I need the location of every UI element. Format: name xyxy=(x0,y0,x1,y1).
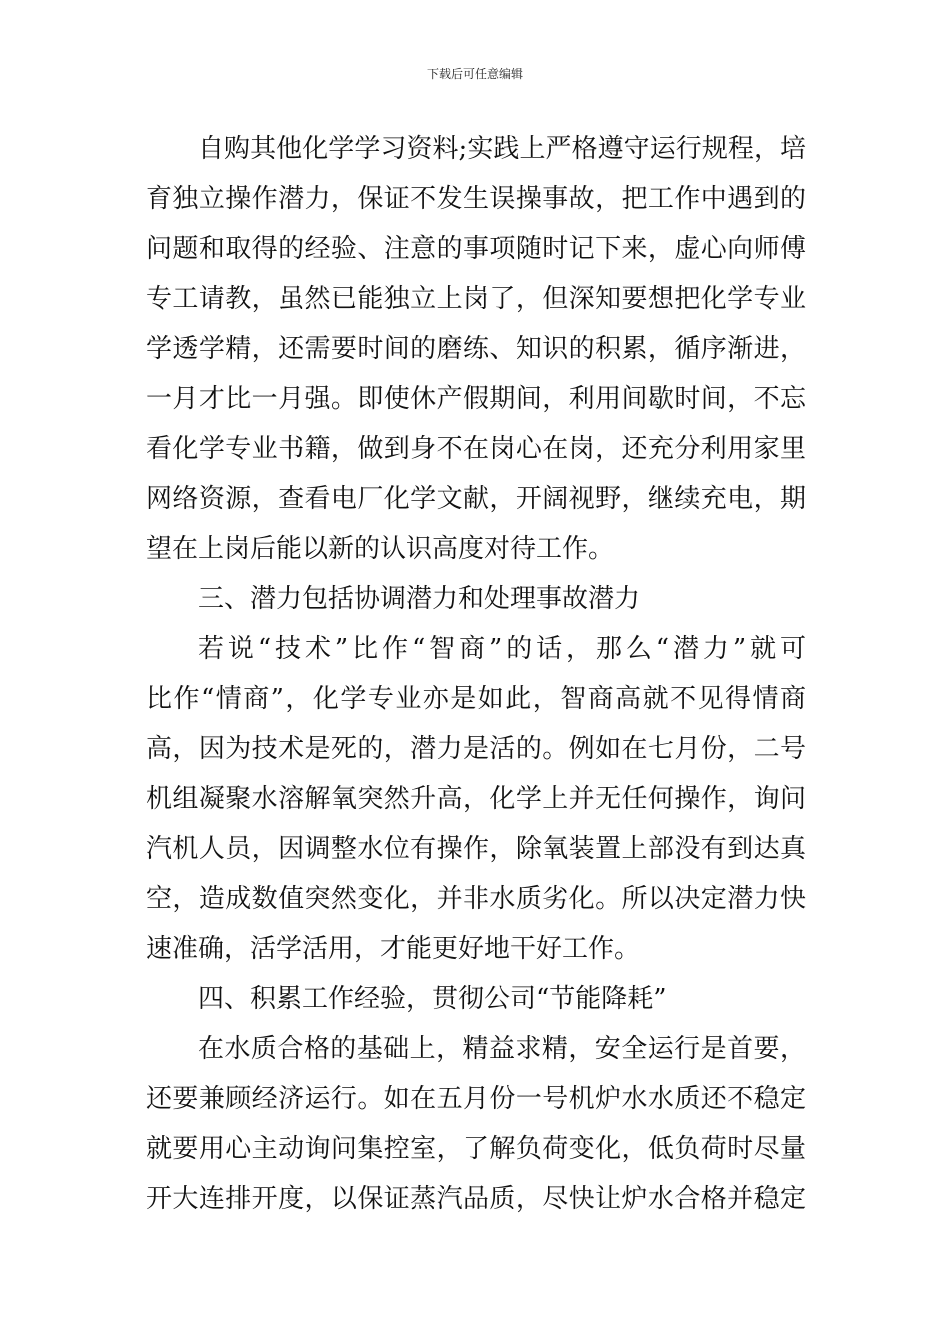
paragraph-line: 一月才比一月强。即使休产假期间，利用间歇时间，不忘 xyxy=(146,384,806,414)
paragraph-line: 在水质合格的基础上，精益求精，安全运行是首要， xyxy=(198,1034,806,1064)
paragraph-line: 问题和取得的经验、注意的事项随时记下来，虚心向师傅 xyxy=(146,234,806,264)
page-header: 下载后可任意编辑 xyxy=(426,67,523,81)
paragraph-line: 自购其他化学学习资料;实践上严格遵守运行规程，培 xyxy=(198,134,806,164)
paragraph-line: 开大连排开度，以保证蒸汽品质，尽快让炉水合格并稳定 xyxy=(146,1184,806,1214)
paragraph-line: 比作“情商”，化学专业亦是如此，智商高就不见得情商 xyxy=(146,684,806,714)
paragraph-line: 望在上岗后能以新的认识高度对待工作。 xyxy=(146,534,615,564)
paragraph-line: 看化学专业书籍，做到身不在岗心在岗，还充分利用家里 xyxy=(146,434,806,464)
paragraph-line: 网络资源，查看电厂化学文献，开阔视野，继续充电，期 xyxy=(146,484,806,514)
section-heading: 三、潜力包括协调潜力和处理事故潜力 xyxy=(198,584,641,614)
paragraph-line: 空，造成数值突然变化，并非水质劣化。所以决定潜力快 xyxy=(146,884,806,914)
paragraph-line: 高，因为技术是死的，潜力是活的。例如在七月份，二号 xyxy=(146,734,806,764)
paragraph-line: 速准确，活学活用，才能更好地干好工作。 xyxy=(146,934,641,964)
paragraph-line: 若说“技术”比作“智商”的话，那么“潜力”就可 xyxy=(198,634,806,664)
section-heading: 四、积累工作经验，贯彻公司“节能降耗” xyxy=(198,984,667,1014)
paragraph-line: 学透学精，还需要时间的磨练、知识的积累，循序渐进， xyxy=(146,334,806,364)
paragraph-line: 还要兼顾经济运行。如在五月份一号机炉水水质还不稳定 xyxy=(146,1084,806,1114)
paragraph-line: 机组凝聚水溶解氧突然升高，化学上并无任何操作，询问 xyxy=(146,784,806,814)
paragraph-line: 育独立操作潜力，保证不发生误操事故，把工作中遇到的 xyxy=(146,184,806,214)
paragraph-line: 汽机人员，因调整水位有操作，除氧装置上部没有到达真 xyxy=(146,834,806,864)
paragraph-line: 专工请教，虽然已能独立上岗了，但深知要想把化学专业 xyxy=(146,284,806,314)
paragraph-line: 就要用心主动询问集控室，了解负荷变化，低负荷时尽量 xyxy=(146,1134,806,1164)
